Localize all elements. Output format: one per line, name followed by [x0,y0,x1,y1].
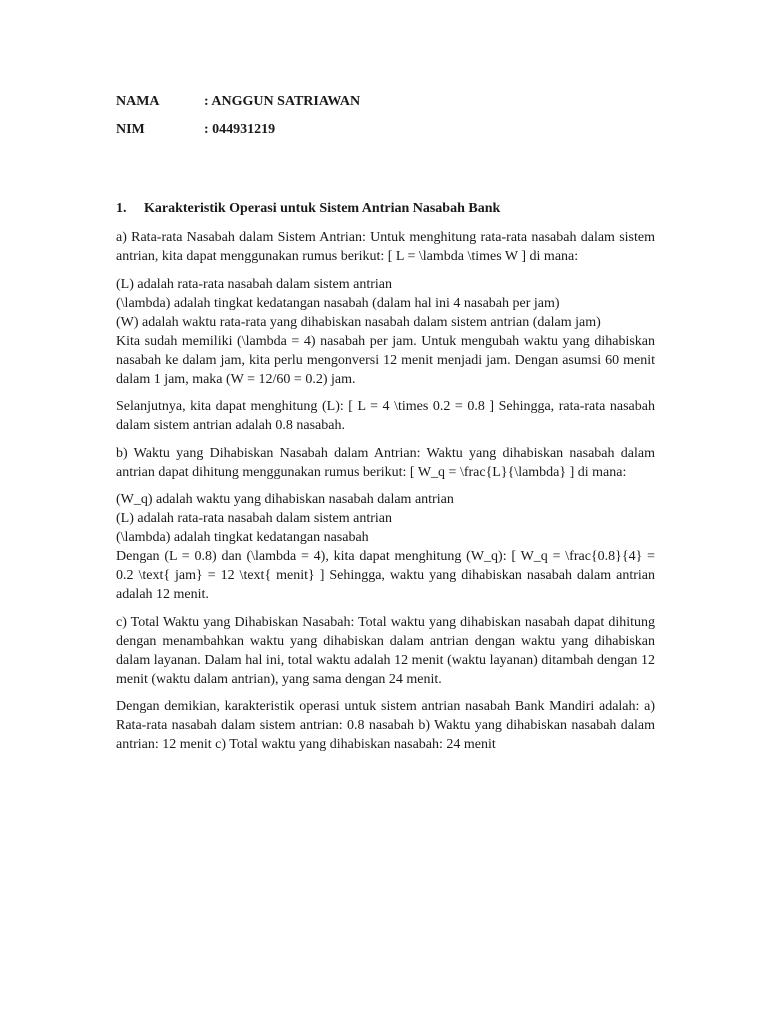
paragraph-line: a) Rata-rata Nasabah dalam Sistem Antrian: Untuk menghitung rata-rata nasabah dalam sistem antrian, kita dapat menggunakan rumus berikut: [ L = \lambda \times W ] di mana: [116,230,655,264]
document-body [116,199,655,763]
paragraph-line: Dengan (L = 0.8) dan (\lambda = 4), kita dapat menghitung (W_q): [ W_q = \frac{0.8}{4} = 0.2 \text{ jam} = 12 \text{ menit} ] Sehingga, waktu yang dihabiskan nasabah dalam antrian adalah 12 menit. [116,549,655,602]
paragraph-line: b) Waktu yang Dihabiskan Nasabah dalam Antrian: Waktu yang dihabiskan nasabah dalam antrian dapat dihitung menggunakan rumus berikut: [ W_q = \frac{L}{\lambda} ] di mana: [116,445,655,480]
name-row [116,93,360,111]
paragraph-line: (W_q) adalah waktu yang dihabiskan nasabah dalam antrian [116,492,454,507]
paragraph-b-definitions [116,490,655,604]
section-heading [116,199,655,218]
name-label: NAMA [116,94,160,109]
paragraph-b-intro [116,444,655,482]
paragraph-line: (L) adalah rata-rata nasabah dalam sistem antrian [116,511,392,526]
nim-label: NIM [116,122,145,137]
paragraph-line: Kita sudah memiliki (\lambda = 4) nasabah per jam. Untuk mengubah waktu yang dihabiskan nasabah ke dalam jam, kita perlu mengonversi 12 menit menjadi jam. Dengan asumsi 60 menit dalam 1 jam, maka (W = 12/60 = 0.2) jam. [116,333,655,387]
paragraph-a-intro [116,228,655,266]
paragraph-c [116,613,655,689]
paragraph-line: c) Total Waktu yang Dihabiskan Nasabah: Total waktu yang dihabiskan nasabah dapat dihitung dengan menambahkan waktu yang dihabiskan dalam antrian dengan waktu yang dihabiskan dalam layanan. Dalam hal ini, total waktu adalah 12 menit (waktu layanan) ditambah dengan 12 menit (waktu dalam antrian), yang sama dengan 24 menit. [116,614,655,687]
section-number: 1. [116,201,127,216]
nim-row [116,121,275,139]
paragraph-line: Dengan demikian, karakteristik operasi untuk sistem antrian nasabah Bank Mandiri adalah: a) Rata-rata nasabah dalam sistem antrian: 0.8 nasabah b) Waktu yang dihabiskan nasabah dalam antrian: 12 menit c) Total waktu yang dihabiskan nasabah: 24 menit [116,699,655,752]
section-title: Karakteristik Operasi untuk Sistem Antrian Nasabah Bank [144,201,501,216]
paragraph-a-result [116,397,655,435]
paragraph-line: (\lambda) adalah tingkat kedatangan nasabah (dalam hal ini 4 nasabah per jam) [116,295,560,311]
paragraph-conclusion [116,697,655,754]
paragraph-line: (W) adalah waktu rata-rata yang dihabiskan nasabah dalam sistem antrian (dalam jam) [116,314,601,330]
paragraph-line: Selanjutnya, kita dapat menghitung (L): [ L = 4 \times 0.2 = 0.8 ] Sehingga, rata-rata nasabah dalam sistem antrian adalah 0.8 nasabah. [116,399,655,433]
paragraph-a-definitions [116,275,655,389]
paragraph-line: (L) adalah rata-rata nasabah dalam sistem antrian [116,276,392,292]
nim-value: : 044931219 [204,122,276,137]
paragraph-line: (\lambda) adalah tingkat kedatangan nasabah [116,530,369,545]
name-value: : ANGGUN SATRIAWAN [204,94,361,109]
